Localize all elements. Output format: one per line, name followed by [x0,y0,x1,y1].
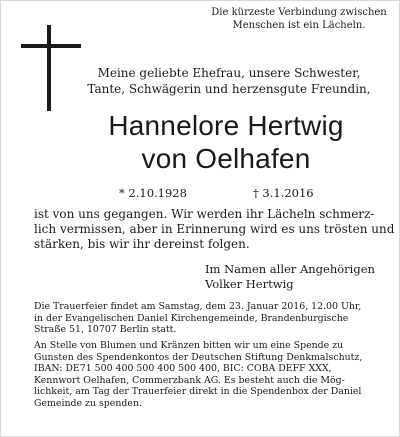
intro-line: Meine geliebte Ehefrau, unsere Schwester, [97,66,361,80]
donation-line: Gunsten des Spendenkontos der Deutschen Stiftung Denkmalschutz, [34,351,363,363]
death-date: † 3.1.2016 [253,186,314,200]
motto-line: Die kürzeste Verbindung zwischen [211,7,387,18]
message-line: ist von uns gegangen. Wir werden ihr Lächeln schmerz- [34,207,375,221]
motto-quote [199,6,399,32]
signatory-name: Volker Hertwig [205,277,294,291]
funeral-line: in der Evangelischen Daniel Kirchengemeinde, Brandenburgische [34,312,349,324]
signature-block [205,262,375,292]
funeral-info [34,301,374,336]
donation-line: lichkeit, am Tag der Trauerfeier direkt in die Spendenbox der Daniel [34,386,362,398]
motto-line: Menschen ist ein Lächeln. [232,20,366,31]
deceased-name: Hannelore Hertwig [108,110,344,141]
cross-icon [21,25,81,111]
funeral-line: Die Trauerfeier findet am Samstag, dem 23. Januar 2016, 12.00 Uhr, [34,301,362,312]
message-line: lich vermissen, aber in Erinnerung wird es uns trösten und [34,222,395,236]
donation-line: Kennwort Oelhafen, Commerzbank AG. Es besteht auch die Mög- [34,374,345,386]
donation-line: IBAN: DE71 500 400 500 400 500 400, BIC: COBA DEFF XXX, [34,363,332,375]
signature-line: Im Namen aller Angehörigen [205,262,375,276]
cross-horizontal-bar [21,44,81,48]
donation-line: Gemeinde zu spenden. [34,397,142,409]
intro-text [79,65,379,97]
funeral-line: Straße 51, 10707 Berlin statt. [34,324,177,336]
deceased-name-suffix: von Oelhafen [141,143,311,174]
donation-info [34,340,374,410]
mourning-message [34,207,395,252]
intro-line: Tante, Schwägerin und herzensgute Freundin, [87,82,371,96]
cross-vertical-bar [47,25,51,111]
message-line: stärken, bis wir ihr dereinst folgen. [34,237,250,251]
donation-line: An Stelle von Blumen und Kränzen bitten wir um eine Spende zu [34,340,344,351]
birth-date: * 2.10.1928 [119,186,187,200]
